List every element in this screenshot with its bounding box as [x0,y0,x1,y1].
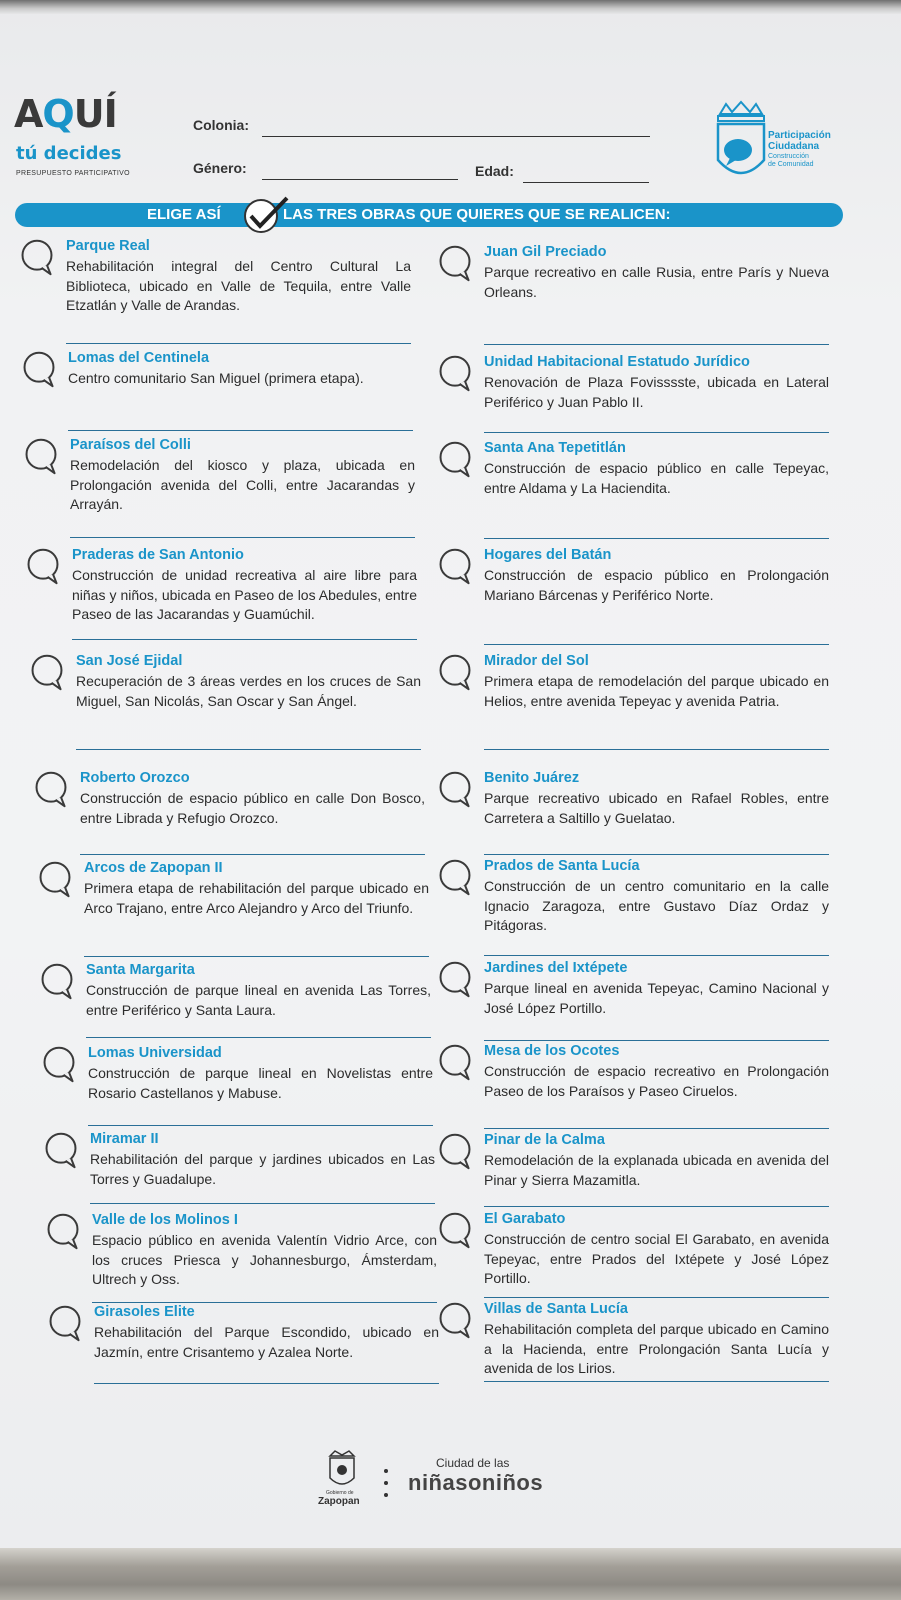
banner-right-text: LAS TRES OBRAS QUE QUIERES QUE SE REALICEN: [283,206,671,223]
option-divider [88,1125,433,1126]
footer-logos [318,1450,578,1520]
banner-left-text: ELIGE ASÍ [147,206,221,223]
option-divider [484,955,829,956]
option-divider [484,749,829,750]
option-name: Prados de Santa Lucía [484,858,640,874]
option-name: Arcos de Zapopan II [84,860,223,876]
vote-bubble-icon[interactable] [46,1304,88,1346]
vote-bubble-icon[interactable] [36,860,78,902]
vote-bubble-icon[interactable] [436,653,478,695]
option-divider [484,1128,829,1129]
option-description: Rehabilitación completa del parque ubicado en Camino a la Hacienda, entre Prolongación Santa Lucía y avenida de los Lirios. [484,1321,829,1376]
vote-bubble-icon[interactable] [22,437,64,479]
zapopan-text: Zapopan [318,1496,360,1507]
option-divider [484,538,829,539]
zapopan-crest-icon [326,1450,358,1490]
option-description: Construcción de espacio recreativo en Prolongación Paseo de los Paraísos y Paseo Ciruelos. [484,1063,829,1099]
option-description: Rehabilitación del parque y jardines ubicados en Las Torres y Guadalupe. [90,1151,435,1187]
option-name: Mirador del Sol [484,653,589,669]
vote-bubble-icon[interactable] [436,244,478,286]
option-name: Lomas Universidad [88,1045,222,1061]
option-description: Rehabilitación integral del Centro Cultural La Biblioteca, ubicado en Valle de Tequila, entre Valle Etzatlán y Valle de Arandas. [66,258,411,313]
colonia-label: Colonia: [193,117,249,133]
vote-bubble-icon[interactable] [436,770,478,812]
pc-title-line2: Ciudadana [768,141,820,152]
option-divider [70,537,415,538]
crown-bubble-icon [712,100,770,186]
bottom-edge [0,1548,901,1600]
vote-bubble-icon[interactable] [436,440,478,482]
genero-label: Género: [193,160,247,176]
vote-bubble-icon[interactable] [436,1043,478,1085]
option-name: Benito Juárez [484,770,580,786]
option-divider [92,1302,437,1303]
option-divider [484,854,829,855]
vote-bubble-icon[interactable] [18,238,60,280]
option-divider [484,644,829,645]
option-divider [68,430,413,431]
option-description: Primera etapa de rehabilitación del parque ubicado en Arco Trajano, entre Arco Alejandro y Arco del Triunfo. [84,880,429,916]
option-description: Construcción de unidad recreativa al aire libre para niñas y niños, ubicada en Paseo de los Abedules, entre Paseo de las Jacarandas y Guamúchil. [72,567,417,622]
option-description: Construcción de espacio público en calle Tepeyac, entre Aldama y La Haciendita. [484,460,829,496]
option-description: Centro comunitario San Miguel (primera etapa). [68,370,364,386]
pc-sub-line2: de Comunidad [768,161,814,168]
participacion-ciudadana-logo [712,100,862,186]
vote-bubble-icon[interactable] [436,354,478,396]
gobierno-de-text: Gobierno de [326,1490,354,1496]
aqui-tu-decides-logo [14,92,144,188]
vote-bubble-icon[interactable] [436,1301,478,1343]
option-name: Miramar II [90,1131,159,1147]
option-description: Construcción de un centro comunitario en la calle Ignacio Zaragoza, entre Gustavo Díaz Ordaz y Pitágoras. [484,878,829,933]
option-description: Rehabilitación del Parque Escondido, ubicado en Jazmín, entre Crisantemo y Azalea Norte. [94,1324,439,1360]
option-divider [484,1206,829,1207]
separator-dots [384,1468,388,1498]
option-description: Parque recreativo en calle Rusia, entre París y Nueva Orleans. [484,264,829,300]
vote-bubble-icon[interactable] [24,547,66,589]
option-name: Mesa de los Ocotes [484,1043,620,1059]
option-name: Unidad Habitacional Estatudo Jurídico [484,354,750,370]
option-divider [90,1203,435,1204]
option-description: Construcción de espacio público en calle Don Bosco, entre Librada y Refugio Orozco. [80,790,425,826]
logo-subtitle: tú decides [16,143,122,164]
option-divider [484,1040,829,1041]
option-divider [72,639,417,640]
option-description: Espacio público en avenida Valentín Vidrio Arce, con los cruces Priesca y Johannesburgo, Ámsterdam, Ultrech y Oss. [92,1232,437,1287]
option-divider [484,1297,829,1298]
option-name: Paraísos del Colli [70,437,191,453]
option-divider [76,749,421,750]
ninas-ninos-brand: niñasoniños [408,1470,544,1495]
option-description: Remodelación del kiosco y plaza, ubicada en Prolongación avenida del Colli, entre Jacarandas y Arrayán. [70,457,415,512]
top-edge [0,0,901,14]
option-name: San José Ejidal [76,653,183,669]
vote-bubble-icon[interactable] [436,1211,478,1253]
option-description: Recuperación de 3 áreas verdes en los cruces de San Miguel, San Nicolás, San Oscar y San Ángel. [76,673,421,709]
option-description: Construcción de centro social El Garabato, en avenida Tepeyac, entre Prados del Ixtépete y José López Portillo. [484,1231,829,1286]
option-name: Lomas del Centinela [68,350,210,366]
edad-label: Edad: [475,163,514,179]
vote-bubble-icon[interactable] [436,960,478,1002]
option-divider [484,344,829,345]
vote-bubble-icon[interactable] [38,962,80,1004]
option-name: El Garabato [484,1211,566,1227]
vote-bubble-icon[interactable] [44,1212,86,1254]
option-name: Santa Margarita [86,962,195,978]
option-name: Roberto Orozco [80,770,190,786]
vote-bubble-icon[interactable] [42,1131,84,1173]
option-description: Parque lineal en avenida Tepeyac, Camino Nacional y José López Portillo. [484,980,829,1016]
vote-bubble-icon[interactable] [28,653,70,695]
option-name: Hogares del Batán [484,547,612,563]
option-divider [86,1037,431,1038]
colonia-field[interactable] [262,136,650,137]
option-description: Construcción de parque lineal en Novelistas entre Rosario Castellanos y Mabuse. [88,1065,433,1101]
option-divider [94,1383,439,1384]
logo-aqui-text: AQUÍ [14,92,117,136]
option-name: Villas de Santa Lucía [484,1301,628,1317]
ciudad-de-las-text: Ciudad de las [436,1456,510,1470]
option-description: Renovación de Plaza Fovisssste, ubicada en Lateral Periférico y Juan Pablo II. [484,374,829,410]
option-divider [484,432,829,433]
option-divider [80,854,425,855]
option-divider [484,1381,829,1382]
option-name: Valle de los Molinos I [92,1212,238,1228]
pc-title-line1: Participación [768,130,831,141]
vote-bubble-icon[interactable] [436,547,478,589]
option-divider [84,956,429,957]
option-name: Santa Ana Tepetitlán [484,440,626,456]
option-name: Girasoles Elite [94,1304,195,1320]
instructions-banner [15,203,843,227]
logo-tagline: PRESUPUESTO PARTICIPATIVO [16,170,130,177]
edad-field[interactable] [523,182,649,183]
option-description: Construcción de espacio público en Prolongación Mariano Bárcenas y Periférico Norte. [484,567,829,603]
option-name: Juan Gil Preciado [484,244,607,260]
genero-field[interactable] [262,179,458,180]
vote-bubble-icon[interactable] [436,1132,478,1174]
option-description: Remodelación de la explanada ubicada en avenida del Pinar y Sierra Mazamitla. [484,1152,829,1188]
option-description: Construcción de parque lineal en avenida Las Torres, entre Periférico y Santa Laura. [86,982,431,1018]
option-divider [66,343,411,344]
vote-bubble-icon[interactable] [32,770,74,812]
pc-sub-line1: Construcción [768,153,809,160]
option-description: Primera etapa de remodelación del parque ubicado en Helios, entre avenida Tepeyac y avenida Patria. [484,673,829,709]
option-name: Jardines del Ixtépete [484,960,628,976]
option-name: Parque Real [66,238,150,254]
option-name: Pinar de la Calma [484,1132,605,1148]
vote-bubble-icon[interactable] [20,350,62,392]
vote-bubble-icon[interactable] [40,1045,82,1087]
option-description: Parque recreativo ubicado en Rafael Robles, entre Carretera a Saltillo y Guelatao. [484,790,829,826]
option-name: Praderas de San Antonio [72,547,244,563]
vote-bubble-icon[interactable] [436,858,478,900]
